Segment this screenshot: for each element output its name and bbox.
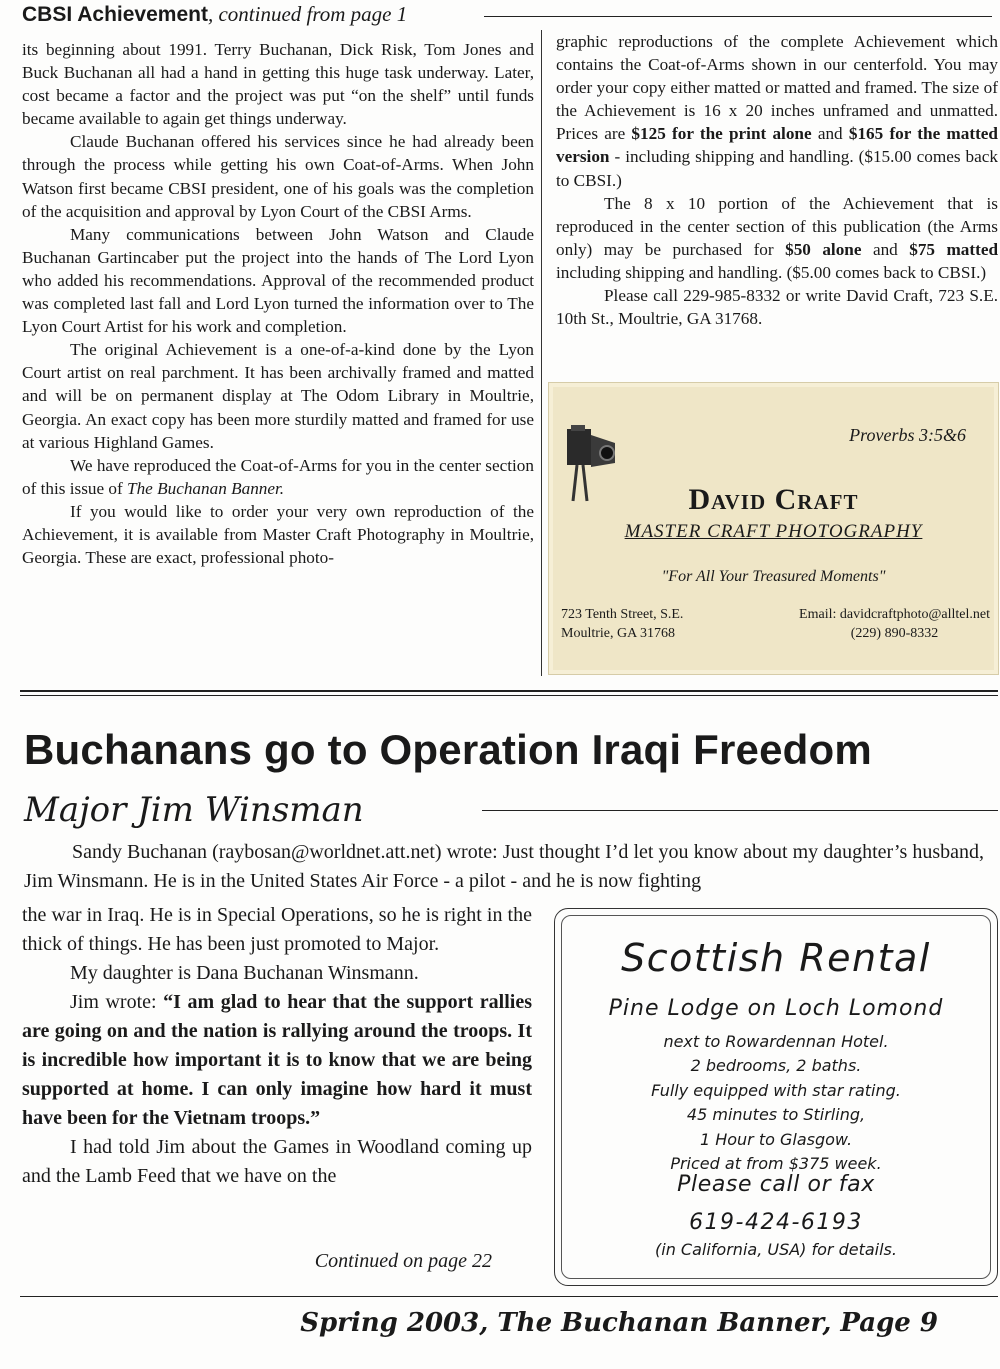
column-divider [541, 30, 542, 676]
section-title: CBSI Achievement [22, 3, 208, 26]
continued-note: , continued from page 1 [207, 2, 408, 26]
footer-rule [20, 1296, 998, 1297]
ad-footer: (in California, USA) for details. [655, 1240, 897, 1259]
ad-details-list: next to Rowardennan Hotel. 2 bedrooms, 2 baths. Fully equipped with star rating. 45 minutes to Stirling, 1 Hour to Glasgow. Priced at from $375 week. [651, 1032, 901, 1174]
byline-rule [482, 810, 998, 811]
ad-phone: 619-424-6193 [689, 1210, 863, 1235]
card-name: David Craft [688, 483, 859, 516]
paragraph: Please call 229-985-8332 or write David Craft, 723 S.E. 10th St., Moultrie, GA 31768. [556, 286, 998, 329]
publication-title: The Buchanan Banner. [127, 478, 285, 498]
ad-subtitle: Pine Lodge on Loch Lomond [608, 996, 944, 1021]
paragraph: My daughter is Dana Buchanan Winsmann. [70, 962, 419, 984]
article-column-right [556, 30, 998, 330]
page-footer: Spring 2003, The Buchanan Banner, Page 9 [300, 1308, 938, 1338]
paragraph: If you would like to order your very own reproduction of the Achievement, it is available from Master Craft Photography in Moultrie, Georgia. These are exact, professional photo- [22, 501, 534, 568]
card-contact [799, 605, 990, 643]
proverb-reference: Proverbs 3:5&6 [849, 425, 966, 445]
paragraph: its beginning about 1991. Terry Buchanan, Dick Risk, Tom Jones and Buck Buchanan all had a hand in getting this huge task underway. Later, cost became a factor and the project was put “on the shelf” until funds became available to again get things underway. [22, 40, 534, 129]
section-divider [20, 695, 998, 696]
article-body [22, 901, 532, 1191]
article-intro: Sandy Buchanan (raybosan@worldnet.att.net) wrote: Just thought I’d let you know about my daughter’s husband, Jim Winsmann. He is in the United States Air Force - a pilot - and he is now fighting [24, 841, 984, 892]
article-headline: Buchanans go to Operation Iraqi Freedom [24, 726, 872, 773]
business-card [548, 382, 999, 675]
paragraph: The original Achievement is a one-of-a-kind done by the Lyon Court artist on real parchment. It has been archivally framed and matted and will be on permanent display at The Odom Library in Moultrie, Georgia. An exact copy has been more sturdily matted and framed for use at various Highland Games. [22, 340, 534, 452]
article-byline: Major Jim Winsman [24, 790, 364, 830]
ad-call: Please call or fax [677, 1172, 875, 1197]
continued-note: Continued on page 22 [314, 1250, 492, 1272]
card-address: 723 Tenth Street, S.E. Moultrie, GA 31768 [561, 607, 684, 641]
paragraph: graphic reproductions of the complete Achievement which contains the Coat-of-Arms shown in our centerfold. You may order your copy either matted or matted and framed. The size of the Achievement is 16 x 20 inches unframed and unmatted. Prices are $125 for the print alone and $165 for the matted version - including shipping and handling. ($15.00 comes back to CBSI.) [556, 32, 998, 190]
ad-inner-border [561, 915, 991, 1279]
paragraph: I had told Jim about the Games in Woodland coming up and the Lamb Feed that we have on the [22, 1136, 532, 1187]
studio-name: MASTER CRAFT PHOTOGRAPHY [624, 521, 923, 542]
card-phone: (229) 890-8332 [850, 626, 939, 641]
card-slogan: "For All Your Treasured Moments" [661, 568, 886, 585]
paragraph: The 8 x 10 portion of the Achievement that is reproduced in the center section of this publication (the Arms only) may be purchased for $50 alone and $75 matted including shipping and handling. ($5.00 comes back to CBSI.) [556, 193, 999, 282]
rental-ad [554, 908, 998, 1286]
paragraph: the war in Iraq. He is in Special Operations, so he is right in the thick of things. He has been just promoted to Major. [22, 904, 532, 955]
card-email: Email: davidcraftphoto@alltel.net [799, 607, 990, 622]
ad-title: Scottish Rental [621, 936, 931, 980]
paragraph: Jim wrote: “I am glad to hear that the support rallies are going on and the nation is rallying around the troops. It is incredible how important it is to know that we are being supported at home. I can only imagine how hard it must have been for the Vietnam troops.” [22, 991, 532, 1129]
paragraph: We have reproduced the Coat-of-Arms for you in the center section of this issue of The Buchanan Banner. [22, 455, 534, 498]
quote: “I am glad to hear that the support rallies are going on and the nation is rallying around the troops. It is incredible how important it is to know that we are being supported at home. I can only imagine how hard it must have been for the Vietnam troops.” [22, 991, 532, 1129]
section-divider [20, 690, 998, 692]
continued-heading [22, 2, 992, 30]
paragraph: Many communications between John Watson and Claude Buchanan Gartincaber put the project into the hands of The Lord Lyon who added his recommendations. Approval of the recommended product was completed last fall and Lord Lyon turned the information over to The Lyon Court Artist for his work and completion. [22, 224, 534, 337]
paragraph: Claude Buchanan offered his services since he had already been through the process while getting his own Coat-of-Arms. When John Watson first became CBSI president, one of his goals was the completion of the acquisition and approval by Lyon Court of the CBSI Arms. [22, 132, 534, 221]
article-column-left [22, 38, 534, 569]
heading-rule [484, 16, 992, 17]
